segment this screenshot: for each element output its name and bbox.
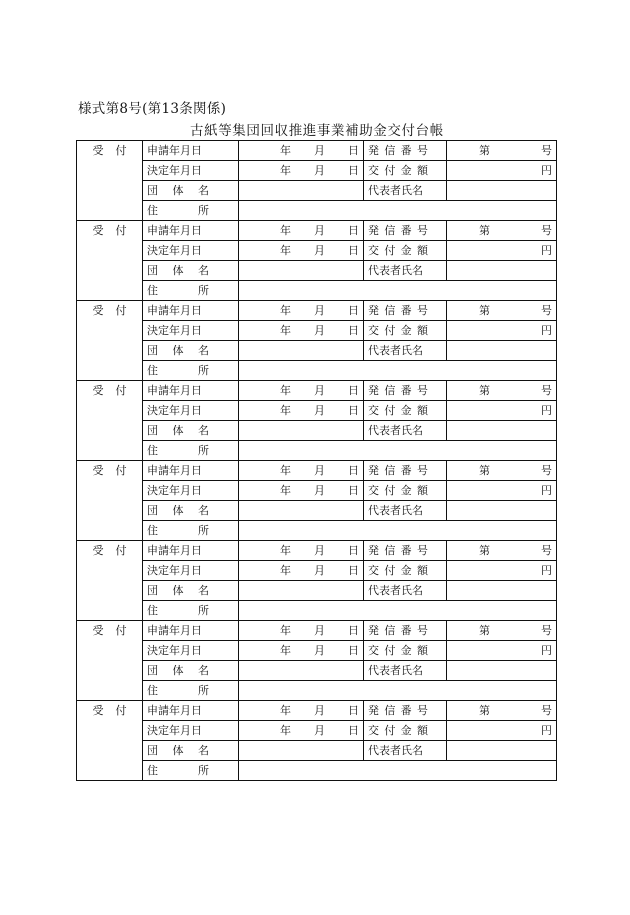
representative-field[interactable] — [447, 181, 557, 201]
grant-amount-field[interactable] — [447, 161, 557, 181]
representative-label: 代表者氏名 — [364, 261, 447, 281]
application-date-field[interactable] — [239, 621, 364, 641]
year-unit: 年 — [280, 144, 291, 157]
received-label-1: 受 — [92, 224, 104, 237]
address-field[interactable] — [239, 201, 557, 221]
ledger-row-application — [77, 381, 557, 401]
number-prefix: 第 — [479, 384, 490, 397]
year-unit: 年 — [280, 244, 291, 257]
year-unit: 年 — [280, 724, 291, 737]
received-stamp-cell[interactable] — [77, 701, 143, 781]
day-unit: 日 — [348, 464, 359, 477]
address-field[interactable] — [239, 441, 557, 461]
number-prefix: 第 — [479, 144, 490, 157]
day-unit: 日 — [348, 164, 359, 177]
month-unit: 月 — [314, 544, 325, 557]
representative-label: 代表者氏名 — [364, 741, 447, 761]
issue-number-field[interactable] — [447, 381, 557, 401]
representative-label: 代表者氏名 — [364, 421, 447, 441]
ledger-row-application — [77, 621, 557, 641]
decision-date-label: 決定年月日 — [143, 721, 239, 741]
received-label-2: 付 — [115, 224, 127, 237]
month-unit: 月 — [314, 164, 325, 177]
decision-date-label: 決定年月日 — [143, 161, 239, 181]
received-stamp-cell[interactable] — [77, 541, 143, 621]
ledger-row-group — [77, 261, 557, 281]
number-prefix: 第 — [479, 464, 490, 477]
application-date-field[interactable] — [239, 141, 364, 161]
ledger-row-application — [77, 301, 557, 321]
decision-date-field[interactable] — [239, 641, 364, 661]
day-unit: 日 — [348, 324, 359, 337]
month-unit: 月 — [314, 404, 325, 417]
grant-amount-field[interactable] — [447, 321, 557, 341]
ledger-row-decision — [77, 721, 557, 741]
decision-date-field[interactable] — [239, 401, 364, 421]
ledger-row-application — [77, 461, 557, 481]
received-label-2: 付 — [115, 624, 127, 637]
group-name-field[interactable] — [239, 421, 364, 441]
received-label-2: 付 — [115, 464, 127, 477]
issue-number-field[interactable] — [447, 541, 557, 561]
number-prefix: 第 — [479, 304, 490, 317]
address-field[interactable] — [239, 761, 557, 781]
received-label-2: 付 — [115, 384, 127, 397]
received-stamp-cell[interactable] — [77, 141, 143, 221]
month-unit: 月 — [314, 224, 325, 237]
group-name-field[interactable] — [239, 261, 364, 281]
ledger-row-address — [77, 761, 557, 781]
ledger-row-decision — [77, 321, 557, 341]
received-label-1: 受 — [92, 704, 104, 717]
decision-date-label: 決定年月日 — [143, 481, 239, 501]
received-label-2: 付 — [115, 304, 127, 317]
grant-amount-field[interactable] — [447, 241, 557, 261]
received-label-1: 受 — [92, 384, 104, 397]
ledger-row-group — [77, 501, 557, 521]
group-name-field[interactable] — [239, 661, 364, 681]
representative-field[interactable] — [447, 661, 557, 681]
group-name-field[interactable] — [239, 581, 364, 601]
number-suffix: 号 — [541, 704, 552, 717]
grant-amount-label: 交 付 金 額 — [364, 641, 447, 661]
day-unit: 日 — [348, 564, 359, 577]
received-label-1: 受 — [92, 304, 104, 317]
application-date-label: 申請年月日 — [143, 141, 239, 161]
application-date-label: 申請年月日 — [143, 381, 239, 401]
grant-amount-field[interactable] — [447, 561, 557, 581]
received-label-1: 受 — [92, 464, 104, 477]
address-field[interactable] — [239, 601, 557, 621]
received-stamp-cell[interactable] — [77, 381, 143, 461]
day-unit: 日 — [348, 724, 359, 737]
ledger-row-decision — [77, 241, 557, 261]
year-unit: 年 — [280, 164, 291, 177]
representative-label: 代表者氏名 — [364, 661, 447, 681]
grant-amount-label: 交 付 金 額 — [364, 401, 447, 421]
representative-field[interactable] — [447, 341, 557, 361]
issue-number-label: 発 信 番 号 — [364, 461, 447, 481]
ledger-row-address — [77, 361, 557, 381]
ledger-table — [76, 140, 557, 781]
received-stamp-cell[interactable] — [77, 621, 143, 701]
representative-field[interactable] — [447, 421, 557, 441]
grant-amount-label: 交 付 金 額 — [364, 721, 447, 741]
ledger-row-address — [77, 681, 557, 701]
ledger-row-group — [77, 741, 557, 761]
address-field[interactable] — [239, 281, 557, 301]
ledger-row-group — [77, 341, 557, 361]
group-name-label: 団 体 名 — [143, 581, 239, 601]
year-unit: 年 — [280, 324, 291, 337]
grant-amount-field[interactable] — [447, 481, 557, 501]
yen-unit: 円 — [541, 644, 552, 657]
issue-number-field[interactable] — [447, 701, 557, 721]
month-unit: 月 — [314, 644, 325, 657]
day-unit: 日 — [348, 644, 359, 657]
month-unit: 月 — [314, 384, 325, 397]
number-suffix: 号 — [541, 384, 552, 397]
month-unit: 月 — [314, 244, 325, 257]
grant-amount-label: 交 付 金 額 — [364, 561, 447, 581]
issue-number-label: 発 信 番 号 — [364, 381, 447, 401]
month-unit: 月 — [314, 704, 325, 717]
issue-number-label: 発 信 番 号 — [364, 141, 447, 161]
address-label: 住 所 — [143, 681, 239, 701]
ledger-row-address — [77, 281, 557, 301]
representative-field[interactable] — [447, 581, 557, 601]
address-label: 住 所 — [143, 441, 239, 461]
year-unit: 年 — [280, 484, 291, 497]
day-unit: 日 — [348, 224, 359, 237]
ledger-row-decision — [77, 561, 557, 581]
received-stamp-cell[interactable] — [77, 221, 143, 301]
ledger-row-group — [77, 181, 557, 201]
group-name-label: 団 体 名 — [143, 741, 239, 761]
ledger-row-address — [77, 601, 557, 621]
representative-field[interactable] — [447, 741, 557, 761]
decision-date-field[interactable] — [239, 721, 364, 741]
month-unit: 月 — [314, 564, 325, 577]
address-field[interactable] — [239, 521, 557, 541]
ledger-row-application — [77, 701, 557, 721]
day-unit: 日 — [348, 144, 359, 157]
year-unit: 年 — [280, 224, 291, 237]
ledger-row-decision — [77, 641, 557, 661]
yen-unit: 円 — [541, 164, 552, 177]
day-unit: 日 — [348, 704, 359, 717]
year-unit: 年 — [280, 624, 291, 637]
day-unit: 日 — [348, 304, 359, 317]
address-label: 住 所 — [143, 761, 239, 781]
year-unit: 年 — [280, 544, 291, 557]
number-prefix: 第 — [479, 544, 490, 557]
month-unit: 月 — [314, 304, 325, 317]
application-date-field[interactable] — [239, 221, 364, 241]
representative-field[interactable] — [447, 501, 557, 521]
day-unit: 日 — [348, 404, 359, 417]
address-label: 住 所 — [143, 521, 239, 541]
year-unit: 年 — [280, 564, 291, 577]
address-label: 住 所 — [143, 361, 239, 381]
group-name-label: 団 体 名 — [143, 421, 239, 441]
address-label: 住 所 — [143, 601, 239, 621]
ledger-row-address — [77, 201, 557, 221]
issue-number-field[interactable] — [447, 461, 557, 481]
grant-amount-field[interactable] — [447, 401, 557, 421]
group-name-label: 団 体 名 — [143, 341, 239, 361]
number-suffix: 号 — [541, 464, 552, 477]
month-unit: 月 — [314, 484, 325, 497]
ledger-row-decision — [77, 401, 557, 421]
decision-date-label: 決定年月日 — [143, 561, 239, 581]
application-date-field[interactable] — [239, 541, 364, 561]
grant-amount-label: 交 付 金 額 — [364, 161, 447, 181]
number-suffix: 号 — [541, 224, 552, 237]
issue-number-field[interactable] — [447, 621, 557, 641]
representative-label: 代表者氏名 — [364, 581, 447, 601]
page-title: 古紙等集団回収推進事業補助金交付台帳 — [190, 123, 444, 139]
month-unit: 月 — [314, 624, 325, 637]
group-name-field[interactable] — [239, 341, 364, 361]
number-prefix: 第 — [479, 704, 490, 717]
decision-date-label: 決定年月日 — [143, 401, 239, 421]
received-label-2: 付 — [115, 544, 127, 557]
representative-label: 代表者氏名 — [364, 181, 447, 201]
day-unit: 日 — [348, 624, 359, 637]
application-date-field[interactable] — [239, 701, 364, 721]
issue-number-field[interactable] — [447, 221, 557, 241]
decision-date-label: 決定年月日 — [143, 241, 239, 261]
application-date-label: 申請年月日 — [143, 301, 239, 321]
yen-unit: 円 — [541, 244, 552, 257]
received-stamp-cell[interactable] — [77, 301, 143, 381]
decision-date-field[interactable] — [239, 561, 364, 581]
yen-unit: 円 — [541, 404, 552, 417]
issue-number-label: 発 信 番 号 — [364, 621, 447, 641]
decision-date-field[interactable] — [239, 321, 364, 341]
month-unit: 月 — [314, 144, 325, 157]
application-date-label: 申請年月日 — [143, 701, 239, 721]
application-date-label: 申請年月日 — [143, 541, 239, 561]
number-prefix: 第 — [479, 224, 490, 237]
issue-number-label: 発 信 番 号 — [364, 301, 447, 321]
ledger-row-decision — [77, 161, 557, 181]
ledger-row-group — [77, 661, 557, 681]
month-unit: 月 — [314, 324, 325, 337]
grant-amount-label: 交 付 金 額 — [364, 481, 447, 501]
address-field[interactable] — [239, 361, 557, 381]
year-unit: 年 — [280, 464, 291, 477]
ledger-row-address — [77, 521, 557, 541]
year-unit: 年 — [280, 404, 291, 417]
number-prefix: 第 — [479, 624, 490, 637]
day-unit: 日 — [348, 544, 359, 557]
yen-unit: 円 — [541, 324, 552, 337]
yen-unit: 円 — [541, 724, 552, 737]
decision-date-label: 決定年月日 — [143, 321, 239, 341]
group-name-label: 団 体 名 — [143, 501, 239, 521]
grant-amount-field[interactable] — [447, 641, 557, 661]
month-unit: 月 — [314, 724, 325, 737]
decision-date-field[interactable] — [239, 481, 364, 501]
received-label-1: 受 — [92, 624, 104, 637]
ledger-row-application — [77, 541, 557, 561]
ledger-row-application — [77, 221, 557, 241]
received-label-1: 受 — [92, 144, 104, 157]
decision-date-field[interactable] — [239, 161, 364, 181]
grant-amount-label: 交 付 金 額 — [364, 321, 447, 341]
ledger-row-application — [77, 141, 557, 161]
year-unit: 年 — [280, 704, 291, 717]
address-label: 住 所 — [143, 201, 239, 221]
number-suffix: 号 — [541, 304, 552, 317]
year-unit: 年 — [280, 304, 291, 317]
application-date-field[interactable] — [239, 461, 364, 481]
yen-unit: 円 — [541, 564, 552, 577]
received-label-1: 受 — [92, 544, 104, 557]
group-name-field[interactable] — [239, 181, 364, 201]
form-number: 様式第8号(第13条関係) — [78, 101, 227, 117]
application-date-label: 申請年月日 — [143, 221, 239, 241]
issue-number-label: 発 信 番 号 — [364, 541, 447, 561]
representative-label: 代表者氏名 — [364, 501, 447, 521]
grant-amount-label: 交 付 金 額 — [364, 241, 447, 261]
year-unit: 年 — [280, 644, 291, 657]
group-name-label: 団 体 名 — [143, 661, 239, 681]
application-date-label: 申請年月日 — [143, 461, 239, 481]
day-unit: 日 — [348, 384, 359, 397]
address-field[interactable] — [239, 681, 557, 701]
address-label: 住 所 — [143, 281, 239, 301]
received-label-2: 付 — [115, 144, 127, 157]
ledger-row-group — [77, 421, 557, 441]
group-name-field[interactable] — [239, 501, 364, 521]
group-name-label: 団 体 名 — [143, 261, 239, 281]
issue-number-label: 発 信 番 号 — [364, 221, 447, 241]
group-name-field[interactable] — [239, 741, 364, 761]
application-date-field[interactable] — [239, 301, 364, 321]
decision-date-label: 決定年月日 — [143, 641, 239, 661]
application-date-label: 申請年月日 — [143, 621, 239, 641]
yen-unit: 円 — [541, 484, 552, 497]
month-unit: 月 — [314, 464, 325, 477]
group-name-label: 団 体 名 — [143, 181, 239, 201]
application-date-field[interactable] — [239, 381, 364, 401]
received-label-2: 付 — [115, 704, 127, 717]
number-suffix: 号 — [541, 544, 552, 557]
day-unit: 日 — [348, 484, 359, 497]
decision-date-field[interactable] — [239, 241, 364, 261]
issue-number-field[interactable] — [447, 141, 557, 161]
ledger-row-group — [77, 581, 557, 601]
grant-amount-field[interactable] — [447, 721, 557, 741]
representative-label: 代表者氏名 — [364, 341, 447, 361]
issue-number-field[interactable] — [447, 301, 557, 321]
ledger-row-address — [77, 441, 557, 461]
issue-number-label: 発 信 番 号 — [364, 701, 447, 721]
number-suffix: 号 — [541, 144, 552, 157]
number-suffix: 号 — [541, 624, 552, 637]
received-stamp-cell[interactable] — [77, 461, 143, 541]
representative-field[interactable] — [447, 261, 557, 281]
year-unit: 年 — [280, 384, 291, 397]
day-unit: 日 — [348, 244, 359, 257]
ledger-row-decision — [77, 481, 557, 501]
